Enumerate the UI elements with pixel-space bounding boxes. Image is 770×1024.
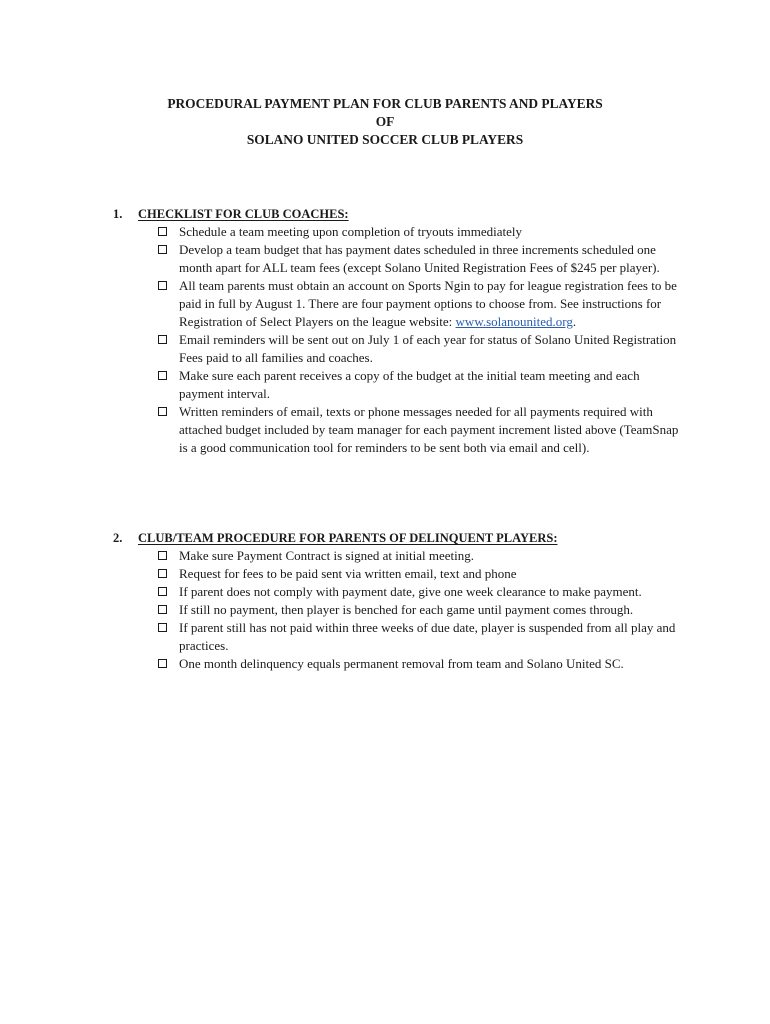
checklist bbox=[113, 223, 683, 457]
list-item bbox=[158, 619, 683, 655]
title-line-1: PROCEDURAL PAYMENT PLAN FOR CLUB PARENTS AND PLAYERS bbox=[167, 96, 603, 111]
section-number: 2. bbox=[113, 531, 123, 545]
list-item bbox=[158, 403, 683, 457]
section-heading bbox=[113, 205, 683, 223]
website-link[interactable]: www.solanounited.org bbox=[455, 314, 573, 329]
list-item bbox=[158, 367, 683, 403]
checkbox-icon bbox=[158, 407, 167, 416]
checkbox-icon bbox=[158, 623, 167, 632]
title-line-3: SOLANO UNITED SOCCER CLUB PLAYERS bbox=[246, 132, 524, 147]
checkbox-icon bbox=[158, 245, 167, 254]
list-item bbox=[158, 655, 683, 673]
section-heading bbox=[113, 529, 683, 547]
list-item bbox=[158, 601, 683, 619]
checkbox-icon bbox=[158, 587, 167, 596]
section-number: 1. bbox=[113, 207, 123, 221]
item-text: If parent does not comply with payment date, give one week clearance to make payment. bbox=[179, 584, 642, 599]
item-text: Make sure Payment Contract is signed at initial meeting. bbox=[179, 548, 474, 563]
item-text-after-link: . bbox=[572, 314, 577, 329]
item-text-before-link: All team parents must obtain an account on Sports Ngin to pay for league registration fees to be paid in full by August 1. There are four payment options to choose from. See instructions for Registration of Select Players on the league website: bbox=[179, 278, 677, 329]
list-item bbox=[158, 223, 683, 241]
item-text bbox=[179, 277, 683, 331]
list-item bbox=[158, 565, 683, 583]
item-text: Develop a team budget that has payment dates scheduled in three increments scheduled one month apart for ALL team fees (except Solano United Registration Fees of $245 per player). bbox=[179, 242, 660, 275]
item-text: If parent still has not paid within three weeks of due date, player is suspended from all play and practices. bbox=[179, 620, 676, 653]
checkbox-icon bbox=[158, 335, 167, 344]
section-title: CHECKLIST FOR CLUB COACHES: bbox=[138, 207, 349, 221]
list-item bbox=[158, 547, 683, 565]
document-title bbox=[0, 95, 770, 149]
section-title: CLUB/TEAM PROCEDURE FOR PARENTS OF DELINQUENT PLAYERS: bbox=[138, 531, 558, 545]
checkbox-icon bbox=[158, 569, 167, 578]
list-item bbox=[158, 583, 683, 601]
checkbox-icon bbox=[158, 281, 167, 290]
item-text: One month delinquency equals permanent removal from team and Solano United SC. bbox=[179, 656, 624, 671]
checkbox-icon bbox=[158, 551, 167, 560]
list-item bbox=[158, 331, 683, 367]
checklist bbox=[113, 547, 683, 673]
item-text: Make sure each parent receives a copy of the budget at the initial team meeting and each payment interval. bbox=[179, 368, 640, 401]
item-text: If still no payment, then player is benched for each game until payment comes through. bbox=[179, 602, 634, 617]
title-line-2: OF bbox=[375, 114, 395, 129]
section-delinquent-procedure bbox=[113, 529, 683, 673]
item-text: Written reminders of email, texts or phone messages needed for all payments required with attached budget included by team manager for each payment increment listed above (TeamSnap is a good communication tool for reminders to be sent both via email and cell). bbox=[179, 404, 679, 455]
checkbox-icon bbox=[158, 659, 167, 668]
checkbox-icon bbox=[158, 605, 167, 614]
item-text: Schedule a team meeting upon completion of tryouts immediately bbox=[179, 224, 522, 239]
section-coaches-checklist bbox=[113, 205, 683, 457]
checkbox-icon bbox=[158, 371, 167, 380]
list-item bbox=[158, 277, 683, 331]
checkbox-icon bbox=[158, 227, 167, 236]
item-text: Email reminders will be sent out on July 1 of each year for status of Solano United Registration Fees paid to all families and coaches. bbox=[179, 332, 677, 365]
list-item bbox=[158, 241, 683, 277]
item-text: Request for fees to be paid sent via written email, text and phone bbox=[179, 566, 517, 581]
